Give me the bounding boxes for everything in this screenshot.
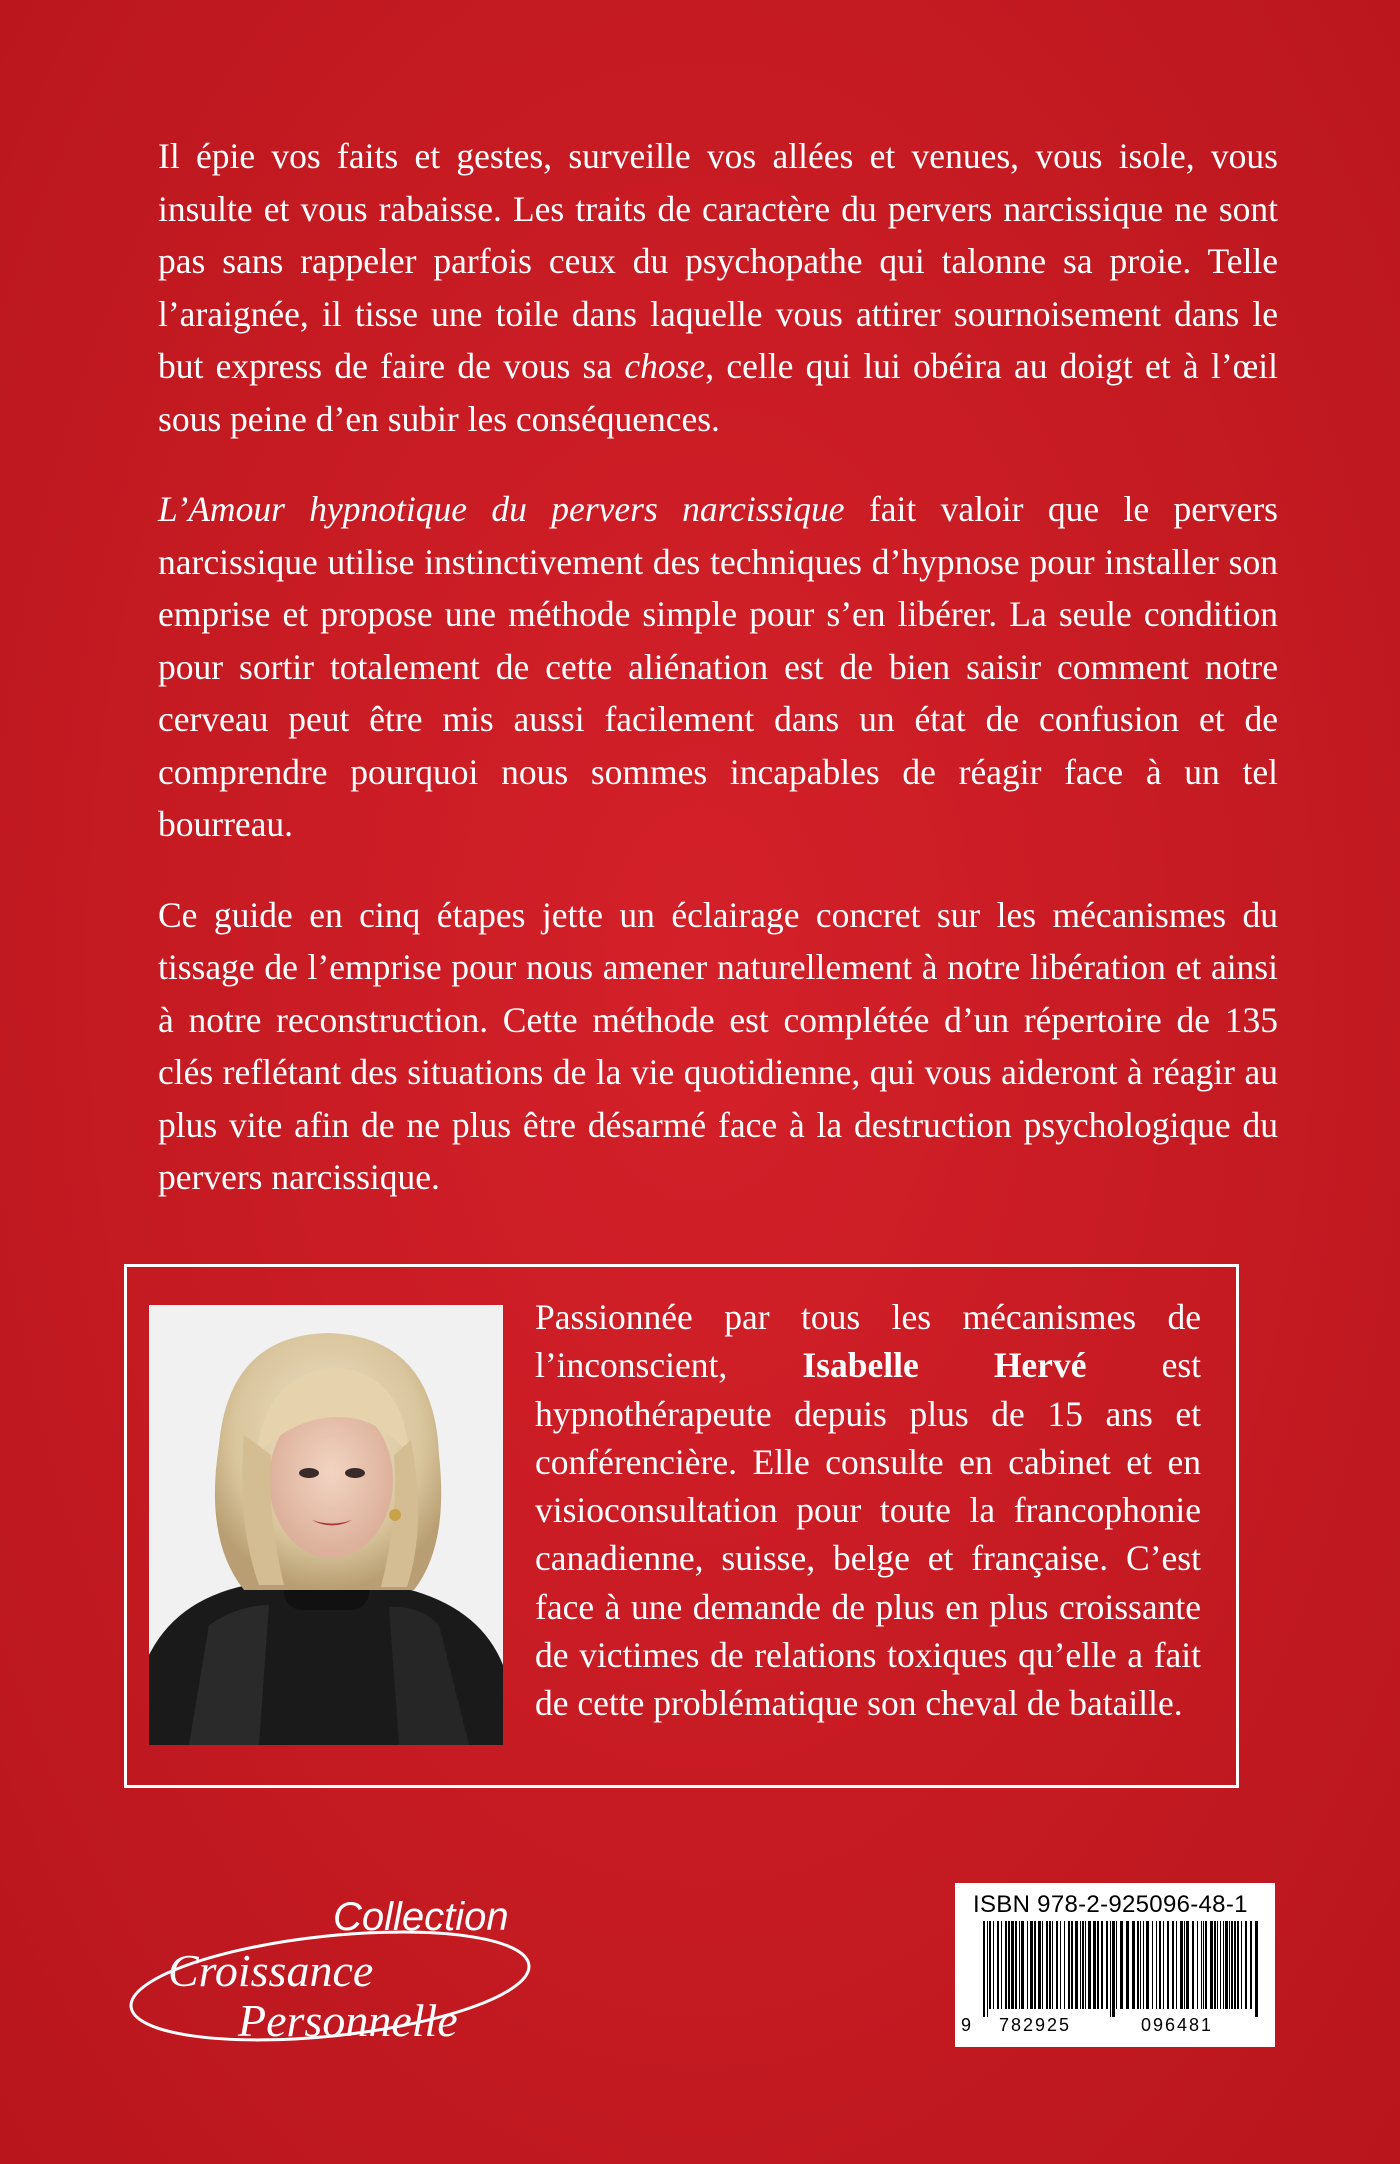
isbn-label: ISBN 978-2-925096-48-1 xyxy=(973,1891,1248,1918)
paragraph-guide: Ce guide en cinq étapes jette un éclairage concret sur les mécanismes du tissage de l’emprise pour nous amener naturellement à notre libération et ainsi à notre reconstruction. Cette méthode est complétée d’un répertoire de 135 clés reflétant des situations de la vie quotidienne, qui vous aideront à réagir au plus vite afin de ne plus être désarmé face à la destruction psychologique du pervers narcissique. xyxy=(158,894,1278,1197)
author-bio-box xyxy=(124,1264,1239,1788)
author-name: Isabelle Hervé xyxy=(802,1345,1087,1386)
barcode-digits-left: 782925 xyxy=(999,2015,1072,2035)
author-portrait-image xyxy=(149,1305,503,1745)
author-bio-text xyxy=(535,1293,1201,1728)
collection-logo-graphic xyxy=(118,1878,548,2064)
paragraph-intro-text: Il épie vos faits et gestes, surveille vos allées et venues, vous isole, vous insulte et vous rabaisse. Les traits de caractère du pervers narcissique ne sont pas sans rappeler parfois ceux du psychopathe qui talonne sa proie. Telle l’araignée, il tisse une toile dans laquelle vous attirer sournoisement dans le but express de faire de vous sa xyxy=(158,136,1278,386)
paragraph-intro-text-end: , celle qui lui obéira au doigt et à l’œil sous peine d’en subir les conséquences. xyxy=(158,346,1278,439)
book-title-italic: L’Amour hypnotique du pervers narcissique xyxy=(158,489,845,529)
paragraph-book-description xyxy=(158,483,1278,851)
italic-word-chose: chose xyxy=(624,346,706,386)
paragraph-book-description-text: fait valoir que le pervers narcissique utilise instinctivement des techniques d’hypnose pour installer son emprise et propose une méthode simple pour s’en libérer. La seule condition pour sortir totalement de cette aliénation est de bien saisir comment notre cerveau peut être mis aussi facilement dans un état de confusion et de comprendre pourquoi nous sommes incapables de réagir face à un tel bourreau. xyxy=(158,489,1278,844)
barcode-icon xyxy=(963,1921,1267,2017)
barcode-digit-first: 9 xyxy=(961,2015,974,2035)
bio-text-end: est hypnothérapeute depuis plus de 15 ans et conférencière. Elle consulte en cabinet et en visioconsultation pour toute la francophonie canadienne, suisse, belge et française. C’est face à une demande de plus en plus croissante de victimes de relations toxiques qu’elle a fait de cette problématique son cheval de bataille. xyxy=(535,1345,1201,1724)
collection-logo xyxy=(118,1878,548,2064)
isbn-barcode xyxy=(955,1883,1275,2047)
barcode-digits-right: 096481 xyxy=(1141,2015,1214,2035)
collection-name-line2: Personnelle xyxy=(238,1995,458,2046)
paragraph-intro xyxy=(158,130,1278,445)
bio-text-start: Passionnée par tous les mécanismes de l’inconscient, xyxy=(535,1297,1201,1386)
back-cover-text xyxy=(158,130,1278,1242)
collection-label: Collection xyxy=(333,1895,509,1939)
collection-name-line1: Croissance xyxy=(168,1945,374,1996)
author-photo xyxy=(149,1305,503,1745)
